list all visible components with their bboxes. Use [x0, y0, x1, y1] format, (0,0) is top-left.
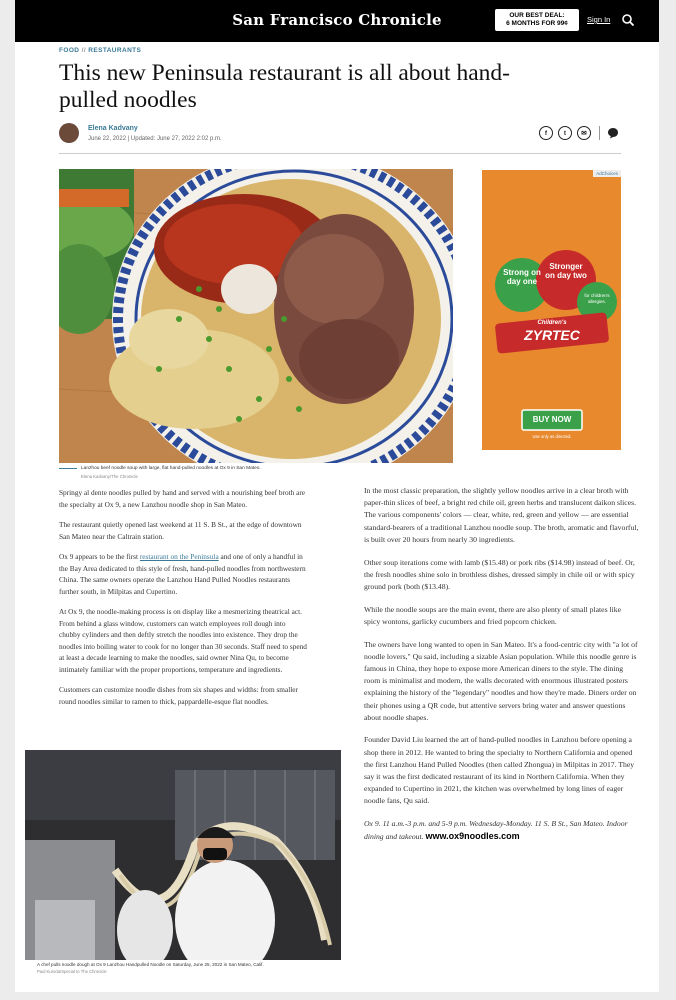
breadcrumb [59, 47, 141, 54]
paragraph: Other soup iterations come with lamb ($15.48) or pork ribs ($14.98) instead of beef. Or, the fresh noodles shine solo in brothless dishes, dressed simply in chile oil or with spicy ground pork (both ($13.48). [364, 557, 635, 591]
paragraph: Founder David Liu learned the art of hand-pulled noodles in Lanzhou before opening a shop there in 2012. He wanted to bring the specialty to Northern California and opened the first Lanzhou Hand Pulled Noodles (then called Zhongua) in Milpitas in 2017. They say it was the first dedicated restaurant of its kind in Northern California. When they expanded to Cupertino in 2021, the kitchen was overwhelmed by long lines of eager noodle fans, Qu said. [364, 735, 635, 806]
paragraph: While the noodle soups are the main event, there are also plenty of small plates like spicy wontons, garlicky cucumbers and fried popcorn chicken. [364, 604, 622, 626]
sign-in-link[interactable]: Sign In [587, 15, 611, 24]
ad-bubble-green-text: Strong on day one [503, 268, 541, 286]
share-divider [599, 126, 600, 140]
author-name[interactable]: Elena Kadvany [88, 125, 138, 132]
section-link[interactable]: FOOD [59, 47, 80, 54]
paragraph: Springy al dente noodles pulled by hand and served with a nourishing beef broth are the specialty at Ox 9, a new Lanzhou noodle shop in San Mateo. [59, 488, 306, 509]
ad-brand-name: ZYRTEC [524, 327, 580, 343]
paragraph: The owners have long wanted to open in San Mateo. It's a food-centric city with "a lot of noodle lovers," Qu said, including a sizable Asian population. While this noodle genre is famous in China, they hope to expose more American diners to the style. The dining room is minimalist and modern, the walls decorated with enormous illustrated posters explaining the history of the "legendary" noodles and how they're made. Diners order on their phones using a QR code, but attentive servers bring water and answer questions about noodle shapes. [364, 639, 638, 722]
subscribe-deal-button[interactable] [495, 9, 579, 31]
site-logo[interactable]: San Francisco Chronicle [232, 11, 442, 29]
hero-photo-credit: Elena Kadvany/The Chronicle [81, 474, 138, 479]
deal-line-1: OUR BEST DEAL: [509, 12, 565, 19]
advertisement-zyrtec[interactable] [482, 170, 621, 450]
header-divider [59, 153, 621, 154]
paragraph: Customers can customize noodle dishes from six shapes and widths: from smaller round noodles similar to ramen to thick, pappardelle-esque flat noodles. [59, 685, 298, 706]
paragraph-text: and one of only a handful in the Bay Area dedicated to this style of fresh, hand-pulled noodles from northwestern China. The same owners operate the Lanzhou Hand Pulled Noodles restaurants further south, in Milpitas and Cupertino. [59, 552, 306, 596]
ad-bubble-red-text: Stronger on day two [545, 262, 587, 280]
photo2-caption-text: A chef pulls noodle dough at Ox 9 Lanzhou Handpulled Noodle on Saturday, June 25, 2022 in San Mateo, Calif. [37, 962, 264, 967]
author-avatar [59, 123, 79, 143]
ad-brand-subtitle: Children's [537, 320, 567, 326]
article-body-left [59, 487, 307, 716]
publish-date: June 22, 2022 | Updated: June 27, 2022 2:02 p.m. [88, 136, 222, 142]
breadcrumb-separator: // [81, 47, 87, 54]
ad-disclaimer: Use only as directed. [532, 434, 572, 439]
ad-artwork [482, 170, 621, 450]
article-headline: This new Peninsula restaurant is all about hand-pulled noodles [59, 60, 510, 113]
paragraph-text: Ox 9 appears to be the first [59, 552, 140, 561]
email-share-icon[interactable]: ✉ [577, 126, 591, 140]
paragraph: At Ox 9, the noodle-making process is on display like a mesmerizing theatrical act. From behind a glass window, customers can watch employees roll dough into chubby cylinders and then deftly stretch the noodles into existence. They drop the noodles into boiling water to cook for no longer than 30 seconds. Staff need to spend at least a decade learning to make the noodles, said owner Nina Qu, to become intimately familiar with the proper proportions, temperature and ingredients. [59, 607, 307, 674]
subsection-link[interactable]: RESTAURANTS [88, 47, 142, 54]
hero-caption [59, 465, 453, 480]
hero-photo-noodle-soup [59, 169, 453, 463]
chef-pulling-noodles-photo [25, 750, 341, 960]
search-icon[interactable] [621, 13, 635, 27]
photo2-credit: Paul Kuroda/Special to The Chronicle [37, 968, 107, 974]
photo2-caption [37, 962, 337, 975]
ad-buy-now-button[interactable]: BUY NOW [532, 415, 572, 424]
ad-bubble-small-text: for children's allergies. [584, 293, 610, 304]
facebook-share-icon[interactable]: f [539, 126, 553, 140]
hours-text: Ox 9. 11 a.m.-3 p.m. and 5-9 p.m. Wednesday-Monday. 11 S. B St., San Mateo. Indoor dining and takeout. [364, 819, 628, 842]
hero-caption-text: Lanzhou beef noodle soup with large, flat hand-pulled noodles at Ox 9 in San Mateo. [81, 466, 261, 471]
article-body-right [364, 485, 639, 854]
twitter-share-icon[interactable]: t [558, 126, 572, 140]
paragraph: The restaurant quietly opened last weekend at 11 S. B St., at the edge of downtown San Mateo near the Caltrain station. [59, 520, 302, 541]
article-page [15, 42, 659, 992]
paragraph [59, 551, 307, 597]
restaurant-info [364, 818, 639, 843]
deal-line-2: 6 MONTHS FOR 99¢ [506, 20, 568, 27]
peninsula-restaurant-link[interactable]: restaurant on the Peninsula [139, 552, 219, 561]
website-url[interactable]: www.ox9noodles.com [425, 831, 520, 842]
adchoices-tag[interactable]: AdChoices [593, 170, 621, 177]
top-nav-bar [15, 0, 659, 42]
paragraph: In the most classic preparation, the slightly yellow noodles arrive in a clear broth with paper-thin slices of beef, a bright red chile oil, green herbs and translucent daikon slices. The various components' colors — clear, white, red, green and yellow — are essential standard-bearers of a traditional Lanzhou noodle soup. The broth, aromatic and flavorful, is built over 20 hours from nearly 30 ingredients. [364, 486, 639, 544]
comment-icon[interactable] [607, 127, 619, 139]
